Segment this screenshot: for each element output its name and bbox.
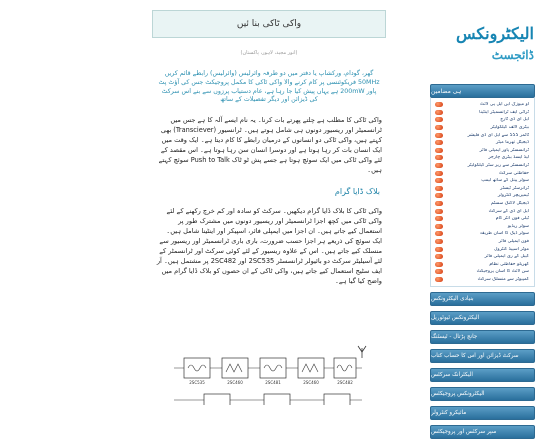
bullet-icon	[435, 247, 443, 252]
sidebar-article-link[interactable]	[431, 101, 534, 109]
sidebar-article-link[interactable]	[431, 109, 534, 117]
sidebar-article-label: موٹر اسپیڈ کنٹرول	[494, 246, 529, 252]
sidebar-article-label: ایل ای ڈی کے سرکٹ	[488, 208, 529, 214]
article-byline: (انور مجید، لاہور، پاکستان)	[240, 50, 298, 56]
bullet-icon	[435, 231, 443, 236]
sidebar-article-link[interactable]	[431, 116, 534, 124]
sidebar-article-label: ڈیجیٹل لاکنگ سسٹم	[490, 201, 529, 207]
transistor-label-2: 2SC460	[227, 380, 243, 385]
bullet-icon	[435, 201, 443, 206]
sidebar-category-button[interactable]: الیکٹرونکس ٹیوٹوریل	[430, 311, 535, 325]
sidebar-article-label: ٹائمر 555 سے ایل ای ڈی فلیشر	[467, 132, 529, 138]
bullet-icon	[435, 193, 443, 198]
sidebar-article-label: ایل ای ڈی ٹارچ	[500, 117, 529, 123]
bullet-icon	[435, 254, 443, 259]
transistor-label-1: 2SC535	[189, 380, 205, 385]
bullet-icon	[435, 216, 443, 221]
article-paragraph-1: واکی ٹاکی کا مطلب ہے چلتے پھرتے بات کرنا۔ یہ نام ایسے آلہ کا ہے جس میں ٹرانسمیٹر اور ریسیور دونوں ہی شامل ہوتے ہیں۔ ٹرانسیور (Transciever) بھی کہتے ہیں، واکی ٹاکی دو انسانوں کے درمیان رابطے کا کام دیتا ہے۔ ایک وقت میں ایک انسان بات کر رہا ہوتا ہے اور دوسرا انسان سن رہا ہوتا ہے۔ اس مقصد کے لئے واکی ٹاکی میں ایک سوئچ ہوتا ہے جسے پش ٹو ٹاک Push to Talk سوئچ کہتے ہیں۔	[158, 116, 382, 175]
block-diagram-image	[164, 340, 376, 405]
logo-subtitle: ڈائجسٹ	[491, 48, 534, 62]
sidebar-article-link[interactable]	[431, 260, 534, 268]
sidebar-header-label: ہی مضامین	[431, 87, 462, 95]
bullet-icon	[435, 117, 443, 122]
transistor-label-3: 2SC481	[265, 380, 281, 385]
sidebar-article-list	[430, 98, 535, 287]
bullet-icon	[435, 224, 443, 229]
site-logo[interactable]	[430, 22, 534, 72]
sidebar-article-link[interactable]	[431, 276, 534, 284]
transistor-label-4: 2SC460	[303, 380, 319, 385]
sidebar-article-label: آو میوزک ایں ایل پی لائٹ	[480, 102, 529, 108]
sidebar-category-nav	[430, 292, 535, 439]
sidebar-article-label: ٹیمپریچر کنٹرولر	[497, 193, 529, 199]
bullet-icon	[435, 171, 443, 176]
sidebar-category-button[interactable]: الیکٹرونکس پروجیکٹس	[430, 387, 535, 401]
sidebar-article-label: ڈیجیٹل تھرما میٹر	[495, 140, 529, 146]
sidebar-article-label: کیبل کے ری ایمپلی فائر	[484, 254, 529, 260]
sidebar-article-link[interactable]	[431, 139, 534, 147]
section-heading-block-diagram: بلاک ڈایا گرام	[334, 187, 380, 197]
sidebar-article-label: ٹیلی فون انٹر کام	[495, 216, 529, 222]
sidebar-category-button[interactable]: الیکٹرانک سرکٹس	[430, 368, 535, 382]
diagram-block-5	[334, 358, 356, 385]
diagram-block-3	[260, 358, 286, 385]
bullet-icon	[435, 125, 443, 130]
sidebar-article-label: سولر ریڈیو	[507, 223, 529, 229]
bullet-icon	[435, 110, 443, 115]
sidebar-category-button[interactable]: سرکٹ ڈیزائن اور اس کا حساب کتاب	[430, 349, 535, 363]
sidebar-article-label: ٹرائی ایف ٹرانسمیٹر اینٹینا	[479, 109, 529, 115]
sidebar-article-link[interactable]	[431, 192, 534, 200]
sidebar-article-label: سولر ڈیک کا آسان طریقہ	[479, 231, 529, 237]
bullet-icon	[435, 186, 443, 191]
article-content	[152, 10, 386, 405]
sidebar-article-link[interactable]	[431, 230, 534, 238]
sidebar-category-button[interactable]: بنیادی الیکٹرونکس	[430, 292, 535, 306]
bullet-icon	[435, 269, 443, 274]
diagram-block-1	[184, 358, 210, 385]
bullet-icon	[435, 140, 443, 145]
article-intro: گھر، گودام، ورکشاپ یا دفتر میں دو طرفہ وائرلیس (وائرلیس) رابطے قائم کریں 50MHz فریکوئنسی پر کام کرنے والا واکی ٹاکی کا مکمل پروجیکٹ جس کی آؤٹ پٹ پاور 200mW ہے یہاں پیش کیا جا رہا ہے، عام دستیاب پرزوں سے بنے اس سرکٹ کی ڈیزائن اور دیگر تفصیلات کے ساتھ	[158, 70, 380, 104]
sidebar-category-button[interactable]: مائیکرو کنٹرولر	[430, 406, 535, 420]
diagram-block-2	[222, 358, 248, 385]
sidebar-article-label: سولر پینل کے ساتھ لیمپ	[481, 178, 529, 184]
bullet-icon	[435, 178, 443, 183]
logo-title: الیکٹرونکس	[455, 24, 534, 43]
sidebar-article-link[interactable]	[431, 215, 534, 223]
bullet-icon	[435, 277, 443, 282]
sidebar-article-link[interactable]	[431, 147, 534, 155]
bullet-icon	[435, 102, 443, 107]
sidebar-article-label: لیڈ ایسڈ بیٹری چارجر	[488, 155, 529, 161]
sidebar	[430, 84, 535, 439]
bullet-icon	[435, 133, 443, 138]
sidebar-article-link[interactable]	[431, 154, 534, 162]
sidebar-article-label: ٹرانسسٹر سے ریز سٹر کیلکولیٹر	[467, 163, 529, 169]
sidebar-article-link[interactable]	[431, 207, 534, 215]
bullet-icon	[435, 262, 443, 267]
sidebar-article-link[interactable]	[431, 124, 534, 132]
article-paragraph-2: واکی ٹاکی کا بلاک ڈایا گرام دیکھیں۔ سرکٹ کو سادہ اور کم خرچ رکھنے کے لئے واکی ٹاکی میں کچھ اجزا ٹرانسمیٹر اور ریسیور دونوں میں مشترک طور پر استعمال کیے جاتے ہیں۔ ان اجزا میں ایمپلی فائر، اسپیکر اور اینٹینا شامل ہیں۔ ایک سوئچ کی ذریعے ہر اجزا حسب ضرورت، باری باری ٹرانسمیٹر اور ریسیور سے منسلک کیے جاتے ہیں۔ اس کے علاوہ ریسیور کے لئے کوئی سرکٹ اور ٹرانسمٹر کے لئے آسیلیٹر سرکٹ دو بائیولر ٹرانسسٹر 2SC535 اور 2SC482 پر مشتمل ہیں۔ آر ایف سٹیج استعمال کیے جاتے ہیں، واکی ٹاکی کے ان حصوں کو بلاک ڈایا گرام میں واضح کیا گیا ہے۔	[156, 207, 382, 286]
bullet-icon	[435, 209, 443, 214]
bullet-icon	[435, 239, 443, 244]
article-title: واکی ٹاکی بنا ئیں	[236, 19, 302, 29]
sidebar-article-link[interactable]	[431, 253, 534, 261]
bullet-icon	[435, 163, 443, 168]
sidebar-article-link[interactable]	[431, 169, 534, 177]
sidebar-category-button[interactable]: سپر سرکٹس اور پروجیکٹس	[430, 425, 535, 439]
bullet-icon	[435, 148, 443, 153]
sidebar-article-link[interactable]	[431, 223, 534, 231]
transistor-label-5: 2SC482	[337, 380, 353, 385]
sidebar-article-label: گھریلو حفاظتی نظام	[489, 261, 529, 267]
sidebar-article-label: کمپیوٹر سے منسلک سرکٹ	[477, 276, 529, 282]
diagram-block-4	[298, 358, 324, 385]
sidebar-article-link[interactable]	[431, 238, 534, 246]
sidebar-article-link[interactable]	[431, 268, 534, 276]
sidebar-article-link[interactable]	[431, 131, 534, 139]
sidebar-article-label: بیٹری لائف کیلکولیٹر	[490, 125, 529, 131]
sidebar-article-label: فون ایمپلی فائر	[498, 238, 529, 244]
sidebar-article-link[interactable]	[431, 162, 534, 170]
sidebar-article-label: ٹرانزسٹر ٹیسٹر	[500, 185, 529, 191]
sidebar-category-button[interactable]: جانچ پڑتال - ٹیسٹنگ	[430, 330, 535, 344]
sidebar-article-link[interactable]	[431, 177, 534, 185]
article-title-box	[152, 10, 386, 38]
sidebar-article-link[interactable]	[431, 185, 534, 193]
sidebar-article-link[interactable]	[431, 245, 534, 253]
sidebar-article-label: ٹرانسسٹر پاور ایمپلی فائر	[479, 147, 529, 153]
sidebar-article-link[interactable]	[431, 200, 534, 208]
sidebar-article-label: سن لائٹ کا آسان پروجیکٹ	[476, 269, 529, 275]
bullet-icon	[435, 155, 443, 160]
sidebar-article-label: حفاظتی سرکٹ	[499, 170, 529, 176]
sidebar-header	[430, 84, 535, 98]
